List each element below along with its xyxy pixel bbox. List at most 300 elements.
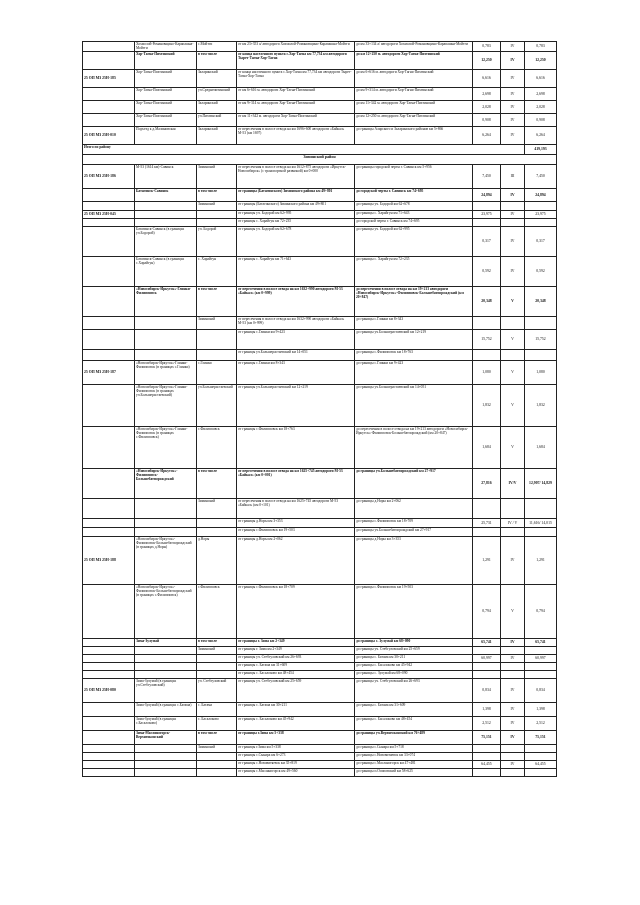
cell-end: до км 12+250 м. автодороги Хор-Тагна-Пихтинский [355, 114, 473, 127]
table-row [83, 88, 557, 101]
cell-section: от границы уч. Стебгуловский км 25+659 [237, 679, 355, 703]
cell-total [525, 745, 557, 753]
cell-section: от границы с. Басалоково км 48+454 [237, 671, 355, 679]
table-row [83, 165, 557, 189]
cell-code [83, 528, 135, 537]
table-row [83, 679, 557, 703]
cell-section: от границы д.Норы км 2+062 [237, 537, 355, 585]
cell-name [135, 519, 197, 528]
cell-code: 25 ОП МЗ 25Н-187 [83, 361, 135, 385]
table-row [83, 769, 557, 777]
cell-length: 2,028 [473, 101, 501, 114]
cell-section: от границы с. Харайгун км 71+643 [237, 257, 355, 287]
cell-total: 0,834 [525, 679, 557, 703]
cell-total [525, 499, 557, 519]
cell-length: 0,794 [473, 585, 501, 639]
cell-section: от км 6+616 м. автодороги Хор-Тагна-Пихтинский [237, 88, 355, 101]
cell-length: 65,741 [473, 639, 501, 647]
total-label: Итого по району [83, 145, 525, 155]
cell-total: 60,997 [525, 655, 557, 663]
cell-length: 0,783 [473, 42, 501, 52]
cell-category [501, 317, 525, 330]
table-row [83, 745, 557, 753]
cell-section: от границы г.Зима км 5+338 [237, 745, 355, 753]
cell-name: Хор-Тагна-Пихтинский [135, 52, 197, 70]
cell-end: до границы уч.Верхнеоконский км 76+489 [355, 731, 473, 745]
cell-category: IV [501, 679, 525, 703]
cell-area: д.Норы [197, 537, 237, 585]
cell-total [525, 647, 557, 655]
cell-code [83, 52, 135, 70]
cell-name [135, 499, 197, 519]
cell-code [83, 519, 135, 528]
cell-name: Хор-Тагна-Пихтинский [135, 101, 197, 114]
cell-area [197, 753, 237, 761]
cell-name [135, 761, 197, 769]
cell-section: от км 9+314 м. автодороги Хор-Тагна-Пихтинский [237, 101, 355, 114]
cell-name [135, 211, 197, 219]
cell-code [83, 202, 135, 211]
cell-end: до км 33+134 а/ автодороги Хохмолой-Романовщино-Карапашна-Мойтги [355, 42, 473, 52]
cell-section: от пересечения в полосе отвода на км 1632+990 автодороги М-53 «Байкал» (км 0+999) [237, 287, 355, 317]
cell-length: 2,698 [473, 88, 501, 101]
cell-area [197, 330, 237, 350]
cell-total: 1,398 [525, 703, 557, 717]
cell-total: 1,684 [525, 427, 557, 469]
cell-length: 27,816 [473, 469, 501, 499]
table-row [83, 731, 557, 745]
cell-total: 12,250 [525, 52, 557, 70]
cell-area: с.Филипповск [197, 427, 237, 469]
cell-section: от конца населенного пункта с.Хор-Тагна км 77,734 км автодороги Тырет-Тагна-Хор-Тагна [237, 70, 355, 88]
cell-area [197, 211, 237, 219]
cell-code [83, 745, 135, 753]
cell-section: от границы (Батагинского) Зиминского района км 49+801 [237, 202, 355, 211]
cell-name: Зима-Зулумай (в границах с.Батама) [135, 703, 197, 717]
cell-section: от границы уч. Бодорой км 62+678 [237, 227, 355, 257]
cell-code: 25 ОП МЗ 25Н-010 [83, 127, 135, 145]
cell-code [83, 330, 135, 350]
cell-end: до границы с.Филипповск км 18+709 [355, 519, 473, 528]
cell-category [501, 769, 525, 777]
cell-code [83, 499, 135, 519]
cell-category: IV/V [501, 469, 525, 499]
cell-category: IV [501, 257, 525, 287]
cell-category [501, 671, 525, 679]
cell-total: 0,783 [525, 42, 557, 52]
cell-length [473, 219, 501, 227]
cell-length [473, 769, 501, 777]
cell-section: от границы с.Филипповск км 18+709 [237, 585, 355, 639]
cell-total: 7,450 [525, 165, 557, 189]
cell-area: в том числе [197, 731, 237, 745]
cell-end: до границы с.Глинки км 9+423 [355, 361, 473, 385]
cell-name: Зима-Зулумай (в границах уч.Стебгуловский) [135, 679, 197, 703]
cell-end: до границы д.Норы км 3+353 [355, 537, 473, 585]
district-total-row [83, 145, 557, 155]
cell-category: IV [501, 70, 525, 88]
cell-name: Батагинск-Савинск (в границах с.Харайгун) [135, 257, 197, 287]
cell-total: 65,741 [525, 639, 557, 647]
cell-category: IV [501, 127, 525, 145]
cell-section: от границы с.Глинки км 8+343 [237, 361, 355, 385]
cell-end: до границы с. Зулумай км 68+090 [355, 639, 473, 647]
cell-total [525, 769, 557, 777]
cell-area [197, 663, 237, 671]
cell-end: до городской черты г. Савинск км 74+695 [355, 219, 473, 227]
cell-section: от границы с.Глинки км 9+423 [237, 330, 355, 350]
cell-total: 2,028 [525, 101, 557, 114]
cell-end: до км 12+250 м. автодороги Хор-Тагна-Пихтинский [355, 52, 473, 70]
cell-total [525, 663, 557, 671]
cell-name: Батагинск-Савинск (в границах уч.Бодорой) [135, 227, 197, 257]
cell-name [135, 350, 197, 361]
cell-code [83, 717, 135, 731]
cell-area: Зиминский [197, 202, 237, 211]
cell-area: в том числе [197, 52, 237, 70]
cell-end: до городской черты г. Савинск км 74+695 [355, 189, 473, 202]
cell-length: 24,894 [473, 189, 501, 202]
total-value: 419,193 [525, 145, 557, 155]
table-row [83, 385, 557, 427]
cell-code [83, 42, 135, 52]
cell-category: IV [501, 88, 525, 101]
cell-name [135, 769, 197, 777]
cell-length: 1,398 [473, 703, 501, 717]
table-row [83, 317, 557, 330]
table-row [83, 202, 557, 211]
cell-end: до границы с.Нововитяевск км 33+074 [355, 753, 473, 761]
cell-end: до границы уч.Большерастаевский км 12+219 [355, 330, 473, 350]
cell-category: III [501, 165, 525, 189]
cell-length [473, 647, 501, 655]
cell-name [135, 330, 197, 350]
cell-code [83, 114, 135, 127]
cell-area: уч.Пихтинский [197, 114, 237, 127]
cell-section: от границы (Батагинского) Зиминского района км 49+801 [237, 189, 355, 202]
table-row [83, 350, 557, 361]
cell-length: 75,151 [473, 731, 501, 745]
cell-code [83, 88, 135, 101]
cell-category: IV [501, 101, 525, 114]
cell-name [135, 647, 197, 655]
cell-code [83, 585, 135, 639]
cell-code [83, 227, 135, 257]
cell-area: с. Батама [197, 703, 237, 717]
cell-section: от км 23+353 а/ автодороги Хохмолой-Романовщино-Карапашна-Мойтги [237, 42, 355, 52]
cell-name: Зима-Масляногорск-Верхнеоконский [135, 731, 197, 745]
cell-end: до границы с.Сынара км 5+718 [355, 745, 473, 753]
cell-code [83, 189, 135, 202]
cell-section: от границы г. Зима км 2+349 [237, 647, 355, 655]
cell-code [83, 427, 135, 469]
cell-length: 6,264 [473, 127, 501, 145]
cell-area: Зиминский [197, 647, 237, 655]
cell-end: до границы уч.Большебатпорождский км 27+917 [355, 528, 473, 537]
cell-length [473, 745, 501, 753]
cell-total: 24,894 [525, 189, 557, 202]
cell-total: 23,975 [525, 211, 557, 219]
cell-name: Подъезд к д.Малиновская [135, 127, 197, 145]
cell-area: с.Мойтги [197, 42, 237, 52]
cell-end: до границы уч. Стебгуловский км 26+693 [355, 679, 473, 703]
district-header-row [83, 155, 557, 165]
cell-name [135, 528, 197, 537]
cell-section: от пересечения в полосе отвода на км 1625+745 автодороги М-53 «Байкал» (км 0+001) [237, 469, 355, 499]
cell-area: с.Глинки [197, 361, 237, 385]
cell-category: V [501, 385, 525, 427]
cell-category: V [501, 427, 525, 469]
cell-total: 1,832 [525, 385, 557, 427]
cell-name: Зима-Зулумай [135, 639, 197, 647]
cell-length: 6,616 [473, 70, 501, 88]
road-registry-table [82, 41, 557, 777]
cell-area [197, 219, 237, 227]
cell-name [135, 202, 197, 211]
cell-section: от границы уч. Бодорой км 62+995 [237, 211, 355, 219]
cell-name [135, 317, 197, 330]
cell-area: в том числе [197, 469, 237, 499]
cell-code: 25 ОП МЗ 25Н-080 [83, 679, 135, 703]
cell-name: Хохмолой-Романовщино-Карапашна-Мойтги [135, 42, 197, 52]
cell-length: 2,512 [473, 717, 501, 731]
cell-end: до границы городской черты г. Савинск км 5+956 [355, 165, 473, 189]
cell-code [83, 703, 135, 717]
cell-name: «Новосибирск-Иркутск»-Глинки-Филипповск (в границах уч.Большерастаевский) [135, 385, 197, 427]
cell-end: до границы с. Батама км 30+211 [355, 655, 473, 663]
cell-category: V [501, 361, 525, 385]
cell-end: до границы с.Филипповск км 18+763 [355, 350, 473, 361]
cell-code [83, 769, 135, 777]
cell-section: от границы с.Нововитяевск км 35+819 [237, 761, 355, 769]
cell-area [197, 671, 237, 679]
cell-name: «Новосибирск-Иркутск»-Филипповск-Большебатпорождский (в границах д.Норы) [135, 537, 197, 585]
cell-end: до границы с. Зулумай км 68+090 [355, 671, 473, 679]
cell-code: 25 ОП МЗ 25Н-186 [83, 165, 135, 189]
cell-category [501, 745, 525, 753]
cell-total [525, 202, 557, 211]
cell-section: от границы г. Зима км 2+349 [237, 639, 355, 647]
cell-category: V [501, 287, 525, 317]
table-row [83, 114, 557, 127]
cell-name: «Новосибирск-Иркутск»-Глинки-Филипповск [135, 287, 197, 317]
cell-name [135, 655, 197, 663]
cell-length: 25,731 [473, 519, 501, 528]
cell-end: до границы с. Басалоково км 48+454 [355, 717, 473, 731]
cell-area [197, 655, 237, 663]
cell-category [501, 499, 525, 519]
cell-section: от границы с. Харайгун км 72+235 [237, 219, 355, 227]
cell-category: IV [501, 703, 525, 717]
cell-category [501, 663, 525, 671]
cell-length: 1,832 [473, 385, 501, 427]
cell-end: до границы с.Глинки км 8+343 [355, 317, 473, 330]
cell-total: 2,698 [525, 88, 557, 101]
cell-category: IV [501, 227, 525, 257]
cell-name: Хор-Тагна-Пихтинский [135, 88, 197, 101]
cell-total: 75,151 [525, 731, 557, 745]
cell-category: IV [501, 211, 525, 219]
cell-end: до границы уч. Бодорой км 62+678 [355, 202, 473, 211]
cell-total [525, 219, 557, 227]
cell-name: Хор-Тагна-Пихтинский [135, 70, 197, 88]
cell-length: 15,752 [473, 330, 501, 350]
cell-length: 64,455 [473, 761, 501, 769]
table-row [83, 330, 557, 350]
cell-length: 0,592 [473, 257, 501, 287]
cell-length: 7,450 [473, 165, 501, 189]
cell-code [83, 671, 135, 679]
cell-code [83, 350, 135, 361]
cell-section: от границы г.Зима км 5+338 [237, 731, 355, 745]
table-row [83, 127, 557, 145]
cell-total [525, 350, 557, 361]
cell-name [135, 671, 197, 679]
cell-length [473, 663, 501, 671]
cell-name [135, 219, 197, 227]
cell-length: 0,834 [473, 679, 501, 703]
cell-category [501, 528, 525, 537]
cell-total: 0,908 [525, 114, 557, 127]
cell-end: до границы Аларского и Заларинского районов км 5+866 [355, 127, 473, 145]
cell-name: М-53 (1614 км)-Савинск [135, 165, 197, 189]
table-row [83, 671, 557, 679]
cell-code [83, 257, 135, 287]
cell-total: 0,592 [525, 257, 557, 287]
cell-code [83, 287, 135, 317]
table-row [83, 528, 557, 537]
cell-length: 1,684 [473, 427, 501, 469]
cell-end: до км 11+342 м. автодороги Хор-Тагна-Пихтинский [355, 101, 473, 114]
cell-area: уч.Среднепитинский [197, 88, 237, 101]
cell-length: 1,291 [473, 537, 501, 585]
cell-code [83, 647, 135, 655]
cell-total: 6,264 [525, 127, 557, 145]
table-row [83, 647, 557, 655]
cell-area [197, 769, 237, 777]
cell-area: уч. Стебгуловский [197, 679, 237, 703]
table-row [83, 189, 557, 202]
cell-end: до границы уч.Большерастаевский км 14+051 [355, 385, 473, 427]
cell-section: от границы д.Норы км 3+353 [237, 519, 355, 528]
cell-end: до границы уч. Стебгуловский км 25+659 [355, 647, 473, 655]
cell-code: 25 ОП МЗ 25Н-045 [83, 211, 135, 219]
cell-name [135, 663, 197, 671]
cell-code: 25 ОП МЗ 25Н-188 [83, 537, 135, 585]
cell-area [197, 350, 237, 361]
cell-total: 1,291 [525, 537, 557, 585]
cell-area: Зиминский [197, 317, 237, 330]
table-row [83, 663, 557, 671]
cell-area [197, 528, 237, 537]
cell-length: 23,975 [473, 211, 501, 219]
cell-total [525, 317, 557, 330]
cell-section: от границы с. Басалоково км 45+942 [237, 717, 355, 731]
cell-category: V [501, 585, 525, 639]
cell-category: IV [501, 537, 525, 585]
cell-category: IV [501, 655, 525, 663]
cell-total: 12,907/ 14,829 [525, 469, 557, 499]
cell-section: от границы с.Филипповск км 19+503 [237, 528, 355, 537]
cell-code [83, 663, 135, 671]
cell-category [501, 350, 525, 361]
cell-section: от границы с.Сынара км 6+273 [237, 753, 355, 761]
cell-category: IV / V [501, 519, 525, 528]
cell-code [83, 317, 135, 330]
cell-total: 15,752 [525, 330, 557, 350]
cell-area: в том числе [197, 287, 237, 317]
table-row [83, 427, 557, 469]
district-title: Зиминский район [83, 155, 557, 165]
cell-length: 12,250 [473, 52, 501, 70]
cell-length: 0,317 [473, 227, 501, 257]
cell-section: от границы уч.Большерастаевский км 14+051 [237, 350, 355, 361]
cell-code [83, 761, 135, 769]
cell-code: 25 ОП МЗ 25Н-185 [83, 70, 135, 88]
table-row [83, 70, 557, 88]
cell-total: 1,080 [525, 361, 557, 385]
cell-category [501, 647, 525, 655]
cell-category: IV [501, 761, 525, 769]
cell-name: «Новосибирск-Иркутск»-Филипповск-Большебатпорождский [135, 469, 197, 499]
registry-rows [83, 42, 557, 777]
table-row [83, 537, 557, 585]
cell-code [83, 753, 135, 761]
cell-end: до границы с.Масляногорск км 47+481 [355, 761, 473, 769]
cell-area: Зиминский [197, 745, 237, 753]
cell-section: от пересечения в полосе отвода на км 1632+990 автодороги «Байкал» М-53 (км 0+999) [237, 317, 355, 330]
table-row [83, 361, 557, 385]
cell-total: 6,616 [525, 70, 557, 88]
cell-area [197, 761, 237, 769]
cell-section: от пересечения в полосе отвода на км 1696+600 автодороги «Байкал» М-53 (км 1697) [237, 127, 355, 145]
cell-area: уч. Бодорой [197, 227, 237, 257]
cell-area: Заларинский [197, 127, 237, 145]
table-row [83, 42, 557, 52]
cell-total: 64,455 [525, 761, 557, 769]
table-row [83, 101, 557, 114]
cell-name: «Новосибирск-Иркутск»-Глинки-Филипповск (в границах с.Глинки) [135, 361, 197, 385]
cell-length [473, 753, 501, 761]
table-row [83, 585, 557, 639]
cell-name: «Новосибирск-Иркутск»-Глинки-Филипповск (в границах с.Филипповск) [135, 427, 197, 469]
cell-length: 1,080 [473, 361, 501, 385]
cell-section: от границы уч. Стебгуловский км 26+693 [237, 655, 355, 663]
table-row [83, 655, 557, 663]
cell-name: Хор-Тагна-Пихтинский [135, 114, 197, 127]
cell-code [83, 219, 135, 227]
table-row [83, 469, 557, 499]
cell-end: до пересечения в полосе отвода на км 19+213 автодороги «Новосибирск-Иркутск»-Филипповск-Большебатпорождский (км 20+847) [355, 287, 473, 317]
cell-length: 20,348 [473, 287, 501, 317]
cell-area: уч.Большерастаевский [197, 385, 237, 427]
table-row [83, 287, 557, 317]
cell-total: 11,616/ 14,015 [525, 519, 557, 528]
cell-category: IV [501, 189, 525, 202]
cell-area: Заларинский [197, 70, 237, 88]
cell-total: 20,348 [525, 287, 557, 317]
cell-section: от границы с.Масляногорск км 49+560 [237, 769, 355, 777]
cell-category: IV [501, 731, 525, 745]
cell-end: до границы уч. Бодорой км 62+995 [355, 227, 473, 257]
table-row [83, 717, 557, 731]
cell-code [83, 731, 135, 745]
cell-total [525, 528, 557, 537]
cell-code [83, 469, 135, 499]
table-row [83, 519, 557, 528]
table-row [83, 219, 557, 227]
cell-end: до границы д.Норы км 2+062 [355, 499, 473, 519]
